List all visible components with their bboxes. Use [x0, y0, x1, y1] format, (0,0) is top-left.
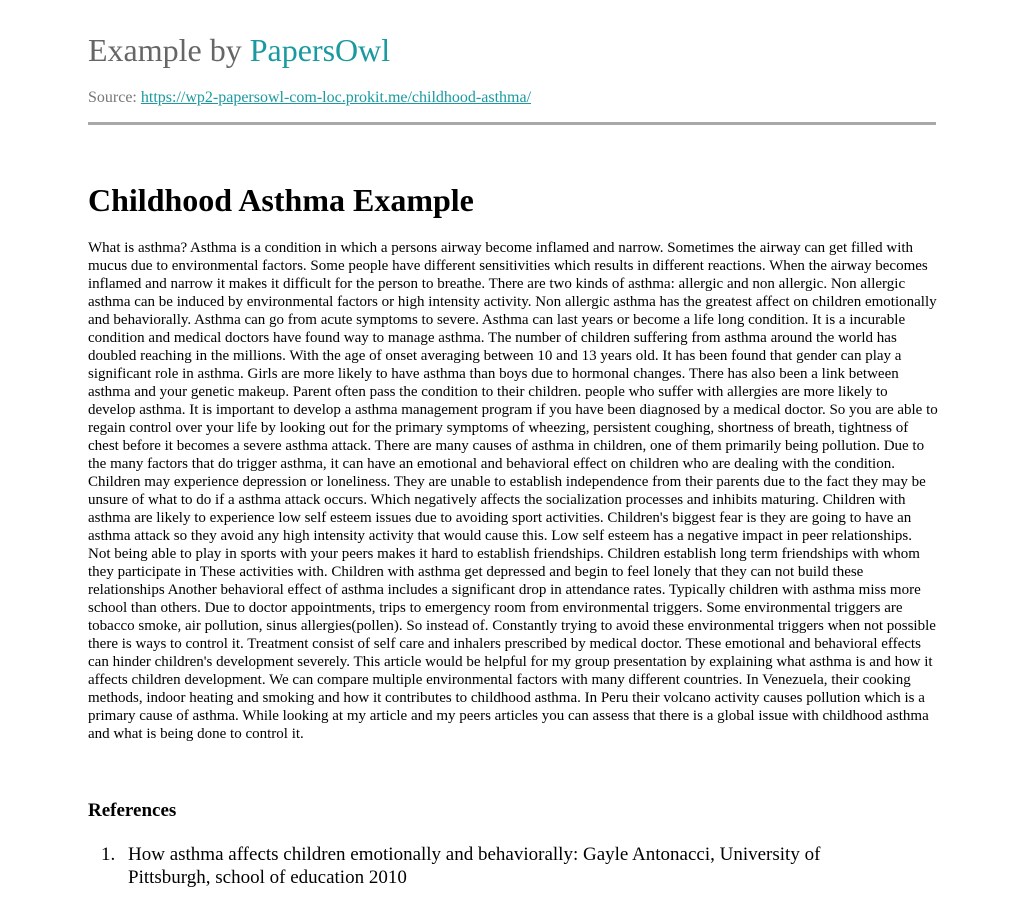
article-title: Childhood Asthma Example	[88, 182, 474, 218]
reference-text: How asthma affects children emotionally and behaviorally: Gayle Antonacci, University of Pittsburgh, school of education 2010	[128, 844, 821, 888]
source-line	[88, 88, 531, 108]
header-divider	[88, 122, 936, 125]
brand-name: PapersOwl	[249, 32, 391, 68]
references-heading: References	[88, 800, 177, 821]
brand-prefix: Example by	[88, 32, 250, 68]
source-link[interactable]: https://wp2-papersowl-com-loc.prokit.me/childhood-asthma/	[140, 89, 532, 106]
brand-header	[88, 30, 390, 70]
source-label: Source:	[88, 89, 141, 106]
article-body: What is asthma? Asthma is a condition in which a persons airway become inflamed and narrow. Sometimes the airway can get filled with mucus due to environmental factors. Some people have different sensitivities which results in different reactions. When the airway becomes inflamed and narrow it makes it difficult for the person to breathe. There are two kinds of asthma: allergic and non allergic. Non allergic asthma can be induced by environmental factors or high intensity activity. Non allergic asthma has the greatest affect on children emotionally and behaviorally. Asthma can go from acute symptoms to severe. Asthma can last years or become a life long condition. It is a incurable condition and medical doctors have found way to manage asthma. The number of children suffering from asthma around the world has doubled reaching in the millions. With the age of onset averaging between 10 and 13 years old. It has been found that gender can play a significant role in asthma. Girls are more likely to have asthma than boys due to hormonal changes. There has also been a link between asthma and your genetic makeup. Parent often pass the condition to their children. people who suffer with allergies are more likely to develop asthma. It is important to develop a asthma management program if you have been diagnosed by a medical doctor. So you are able to regain control over your life by looking out for the primary symptoms of wheezing, persistent coughing, shortness of breath, tightness of chest before it becomes a severe asthma attack. There are many causes of asthma in children, one of them primarily being pollution. Due to the many factors that do trigger asthma, it can have an emotional and behavioral effect on children who are dealing with the condition. Children may experience depression or loneliness. They are unable to establish independence from their parents due to the fact they may be unsure of what to do if a asthma attack occurs. Which negatively affects the socialization processes and inhibits maturing. Children with asthma are likely to experience low self esteem issues due to avoiding sport activities. Children's biggest fear is they are going to have an asthma attack so they avoid any high intensity activity that would cause this. Low self esteem has a negative impact in peer relationships. Not being able to play in sports with your peers makes it hard to establish friendships. Children establish long term friendships with whom they participate in These activities with. Children with asthma get depressed and begin to feel lonely that they can not build these relationships Another behavioral effect of asthma includes a significant drop in attendance rates. Typically children with asthma miss more school than others. Due to doctor appointments, trips to emergency room from environmental triggers. Some environmental triggers are tobacco smoke, air pollution, sinus allergies(pollen). So instead of. Constantly trying to avoid these environmental triggers when not possible there is ways to control it. Treatment consist of self care and inhalers prescribed by medical doctor. These emotional and behavioral effects can hinder children's development severely. This article would be helpful for my group presentation by explaining what asthma is and how it affects children development. We can compare multiple environmental factors with many different countries. In Venezuela, their cooking methods, indoor heating and smoking and how it contributes to childhood asthma. In Peru their volcano activity causes pollution which is a primary cause of asthma. While looking at my article and my peers articles you can assess that there is a global issue with childhood asthma and what is being done to control it.	[88, 240, 938, 742]
references-list	[88, 843, 888, 889]
reference-number: 1.	[101, 844, 116, 865]
reference-item	[88, 843, 888, 889]
